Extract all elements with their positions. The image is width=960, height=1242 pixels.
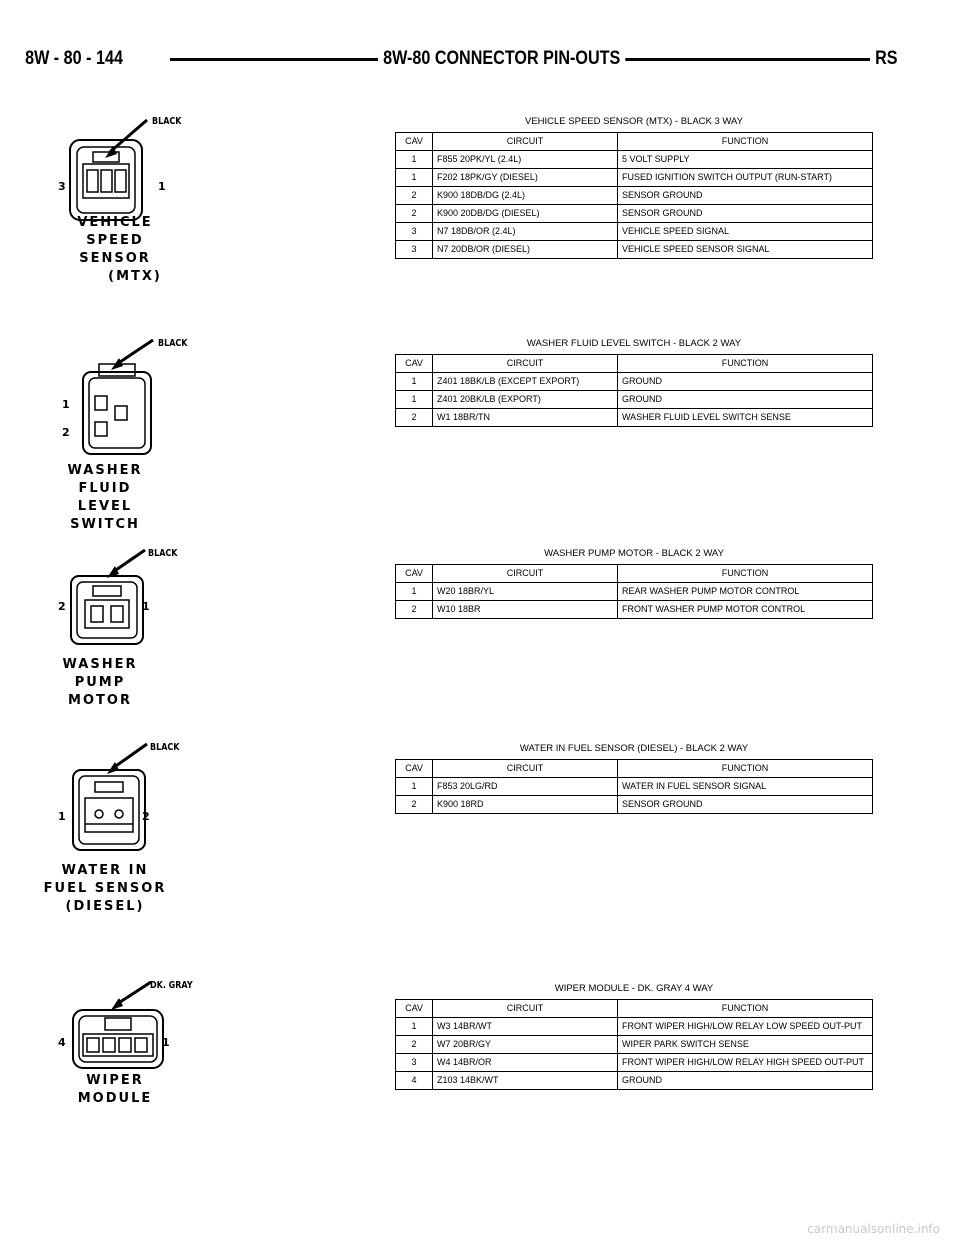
wm-pin-left: 4	[58, 1036, 66, 1049]
section-title: 8W-80 CONNECTOR PIN-OUTS	[378, 46, 625, 72]
table-row: 2 K900 20DB/DG (DIESEL) SENSOR GROUND	[396, 205, 873, 223]
header-rule-left	[170, 58, 395, 61]
table-row: 2 W1 18BR/TN WASHER FLUID LEVEL SWITCH SENSE	[396, 409, 873, 427]
wm-label: WIPER MODULE	[77, 1073, 153, 1106]
wifs-pin-table	[395, 759, 873, 814]
water-in-fuel-sensor-connector-drawing	[55, 738, 200, 856]
wpm-table-title: WASHER PUMP MOTOR - BLACK 2 WAY	[544, 548, 724, 559]
table-row: 1 W3 14BR/WT FRONT WIPER HIGH/LOW RELAY LOW SPEED OUT-PUT	[396, 1018, 873, 1036]
wfls-pin-table	[395, 354, 873, 427]
wpm-pin-right: 1	[142, 600, 150, 613]
header-rule-right	[600, 58, 900, 61]
vss-color-tag: BLACK	[152, 116, 182, 127]
wifs-pin-right: 2	[142, 810, 150, 823]
wifs-pin-left: 1	[58, 810, 66, 823]
wfls-color-tag: BLACK	[158, 338, 188, 349]
table-row: 2 W7 20BR/GY WIPER PARK SWITCH SENSE	[396, 1036, 873, 1054]
vss-table-title: VEHICLE SPEED SENSOR (MTX) - BLACK 3 WAY	[524, 116, 744, 127]
wfls-label: WASHER FLUID LEVEL SWITCH	[67, 463, 143, 532]
wifs-table-title: WATER IN FUEL SENSOR (DIESEL) - BLACK 2 WAY	[519, 743, 749, 754]
vss-label: VEHICLE SPEED SENSOR (MTX)	[77, 215, 162, 284]
wifs-color-tag: BLACK	[150, 742, 180, 753]
table-header-row: CAV CIRCUIT FUNCTION	[396, 1000, 873, 1018]
vss-pin-table	[395, 132, 873, 259]
page-number: 8W - 80 - 144	[20, 46, 128, 72]
wm-pin-right: 1	[162, 1036, 170, 1049]
wpm-label: WASHER PUMP MOTOR	[62, 657, 138, 708]
table-row: 1 F853 20LG/RD WATER IN FUEL SENSOR SIGNAL	[396, 778, 873, 796]
washer-fluid-level-switch-connector-drawing	[55, 336, 200, 460]
wifs-label: WATER IN FUEL SENSOR (DIESEL)	[43, 863, 167, 914]
table-row: 1 Z401 20BK/LB (EXPORT) GROUND	[396, 391, 873, 409]
vss-pin-left: 3	[58, 180, 66, 193]
model-code: RS	[870, 46, 903, 72]
wpm-color-tag: BLACK	[148, 548, 178, 559]
washer-pump-motor-connector-drawing	[55, 546, 200, 650]
table-row: 3 W4 14BR/OR FRONT WIPER HIGH/LOW RELAY HIGH SPEED OUT-PUT	[396, 1054, 873, 1072]
table-row: 1 F202 18PK/GY (DIESEL) FUSED IGNITION SWITCH OUTPUT (RUN-START)	[396, 169, 873, 187]
table-header-row: CAV CIRCUIT FUNCTION	[396, 355, 873, 373]
wfls-table-title: WASHER FLUID LEVEL SWITCH - BLACK 2 WAY	[526, 338, 742, 349]
wfls-pin-top: 1	[62, 398, 70, 411]
table-row: 4 Z103 14BK/WT GROUND	[396, 1072, 873, 1090]
wm-table-title: WIPER MODULE - DK. GRAY 4 WAY	[554, 983, 714, 994]
table-row: 3 N7 18DB/OR (2.4L) VEHICLE SPEED SIGNAL	[396, 223, 873, 241]
page-header	[25, 46, 935, 76]
vss-pin-right: 1	[158, 180, 166, 193]
watermark: carmanualsonline.info	[807, 1222, 940, 1236]
wpm-pin-table	[395, 564, 873, 619]
table-row: 3 N7 20DB/OR (DIESEL) VEHICLE SPEED SENSOR SIGNAL	[396, 241, 873, 259]
table-row: 1 Z401 18BK/LB (EXCEPT EXPORT) GROUND	[396, 373, 873, 391]
table-header-row: CAV CIRCUIT FUNCTION	[396, 760, 873, 778]
wm-pin-table	[395, 999, 873, 1090]
wfls-pin-bottom: 2	[62, 426, 70, 439]
wiper-module-connector-drawing	[55, 978, 200, 1072]
table-row: 1 W20 18BR/YL REAR WASHER PUMP MOTOR CONTROL	[396, 583, 873, 601]
table-row: 2 K900 18DB/DG (2.4L) SENSOR GROUND	[396, 187, 873, 205]
table-row: 2 W10 18BR FRONT WASHER PUMP MOTOR CONTROL	[396, 601, 873, 619]
table-header-row: CAV CIRCUIT FUNCTION	[396, 565, 873, 583]
table-row: 2 K900 18RD SENSOR GROUND	[396, 796, 873, 814]
table-header-row: CAV CIRCUIT FUNCTION	[396, 133, 873, 151]
wpm-pin-left: 2	[58, 600, 66, 613]
wm-color-tag: DK. GRAY	[150, 980, 193, 991]
table-row: 1 F855 20PK/YL (2.4L) 5 VOLT SUPPLY	[396, 151, 873, 169]
